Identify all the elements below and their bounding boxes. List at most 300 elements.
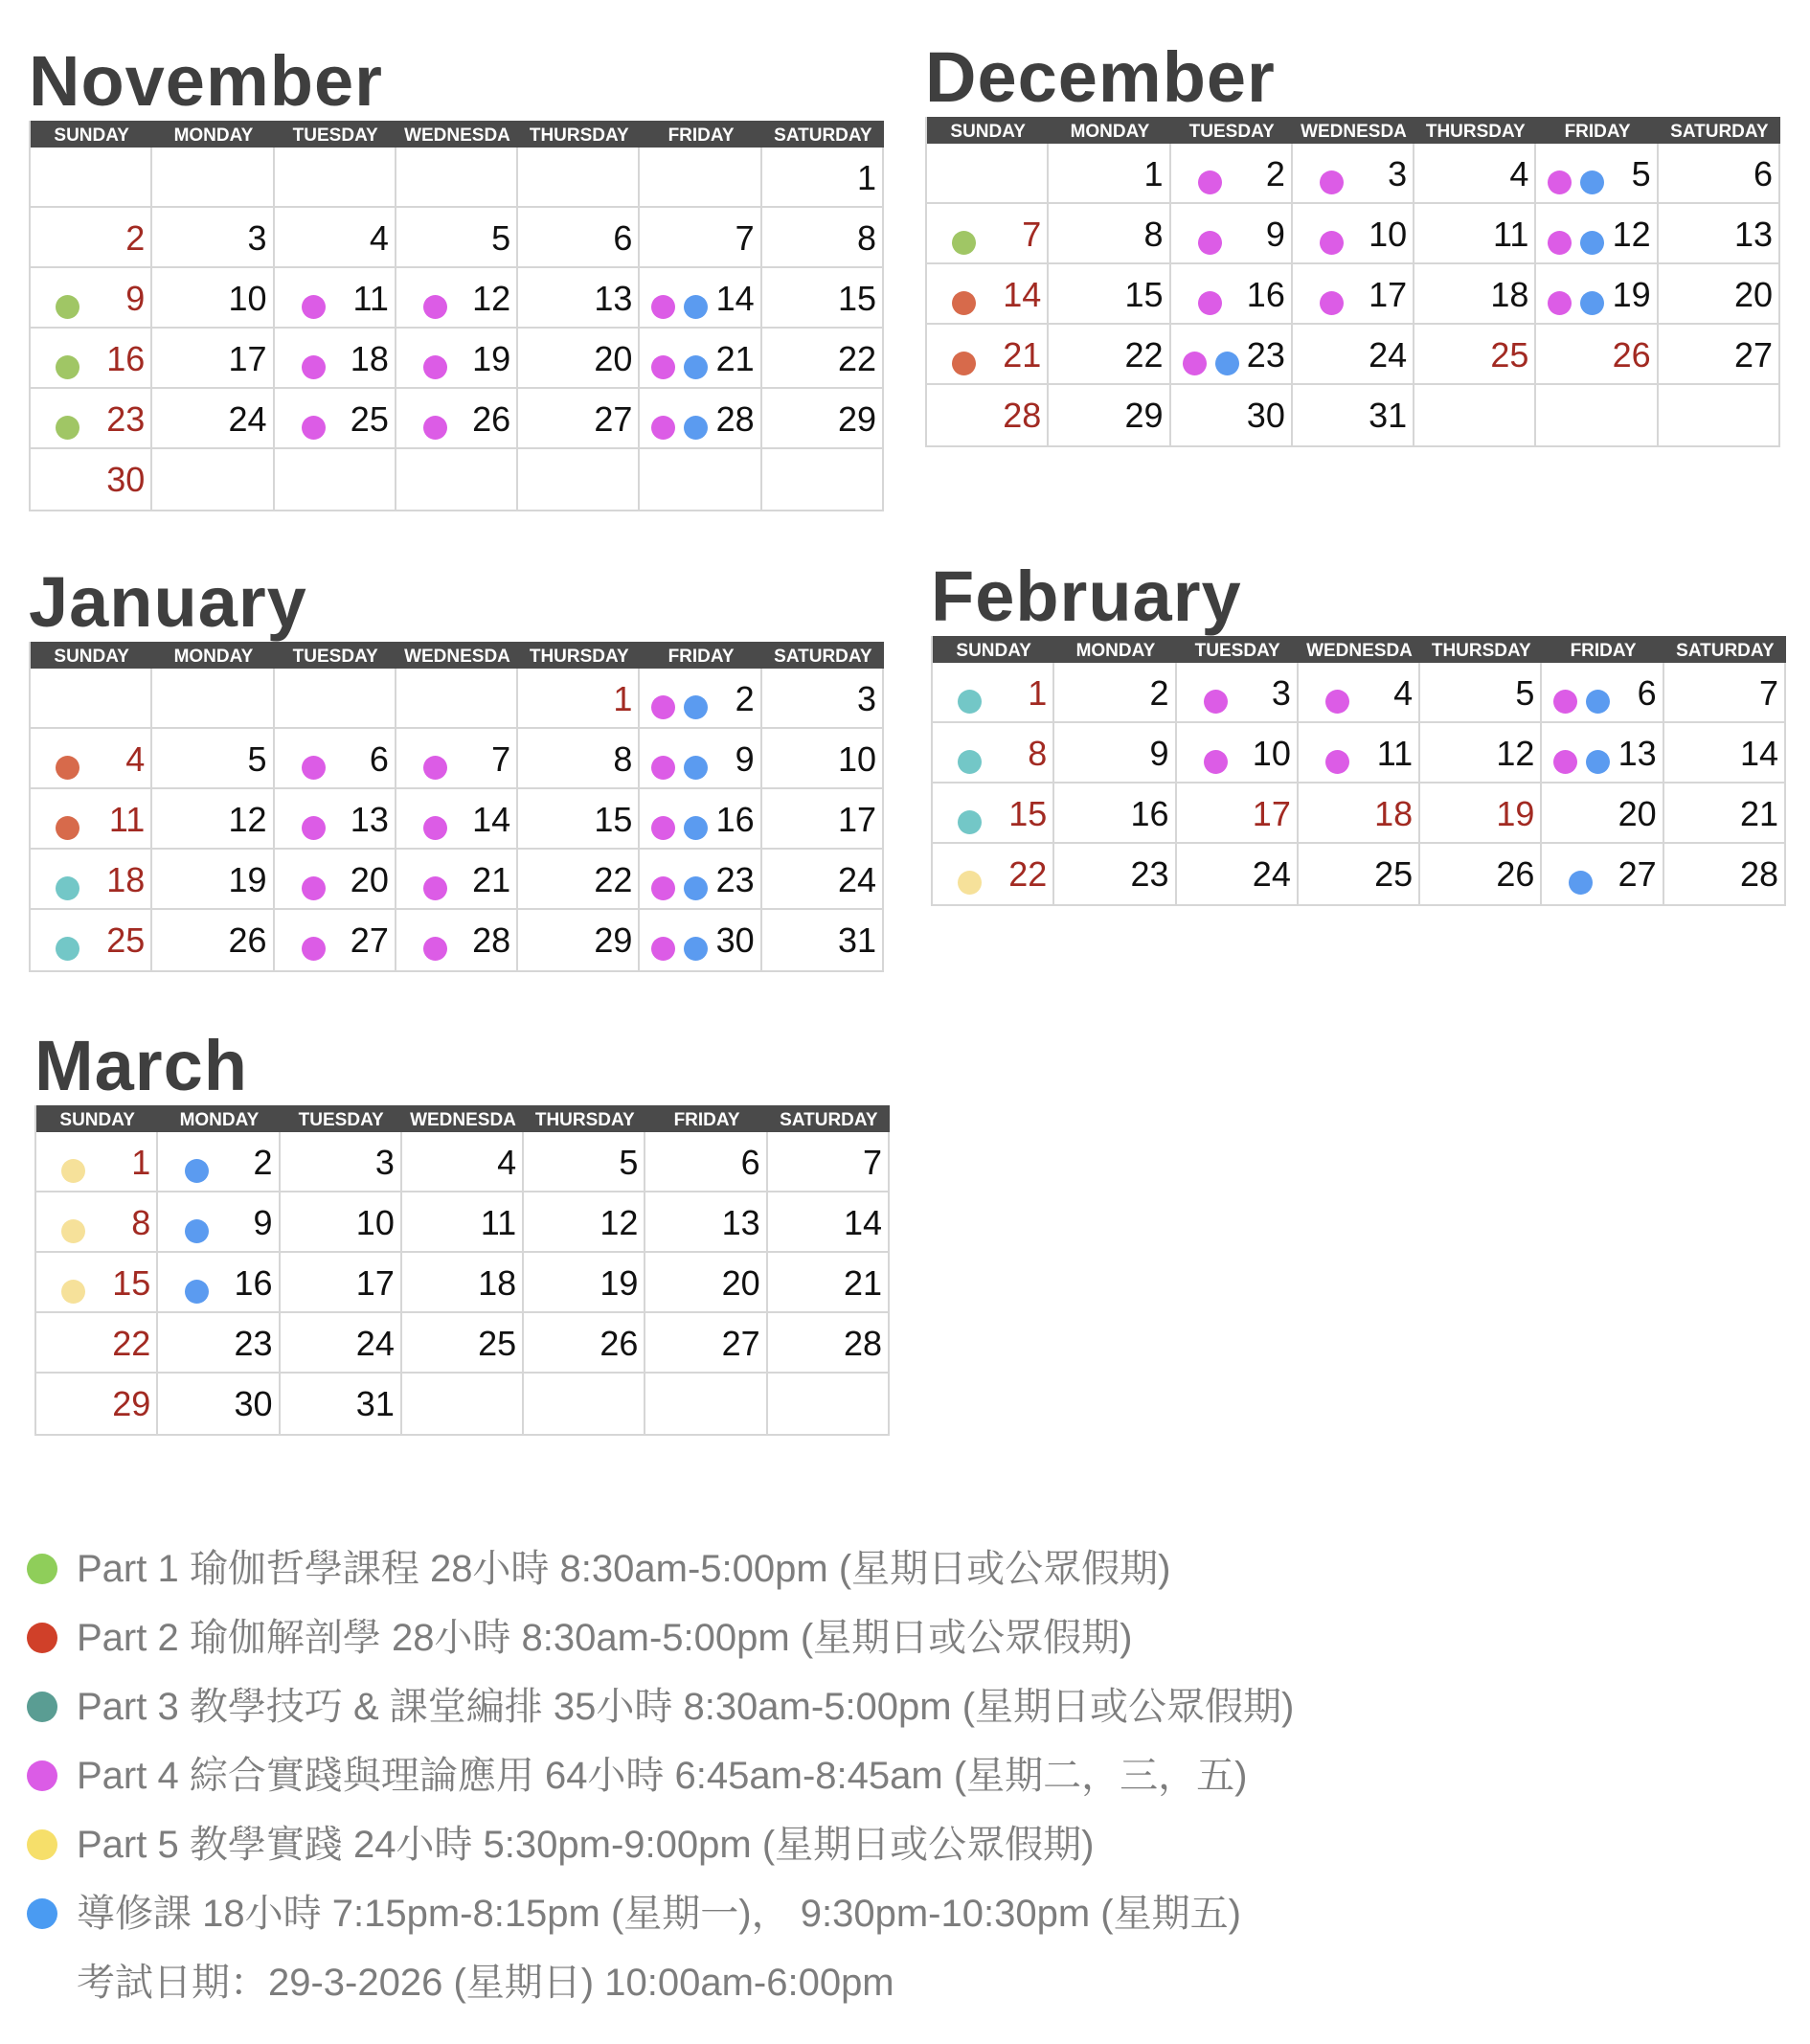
event-dots xyxy=(302,876,326,900)
magenta-dot-icon xyxy=(1325,690,1349,714)
day-cell xyxy=(762,389,884,449)
day-cell xyxy=(1414,325,1536,385)
day-cell xyxy=(1542,663,1663,723)
event-dots xyxy=(952,231,976,255)
day-cell xyxy=(275,389,396,449)
day-cell xyxy=(396,850,518,910)
event-dots xyxy=(651,756,708,780)
event-dots xyxy=(651,876,708,900)
magenta-dot-icon xyxy=(302,937,326,961)
day-number: 12 xyxy=(472,279,511,318)
day-number: 6 xyxy=(1637,673,1657,713)
yellow-dot-icon xyxy=(61,1219,85,1243)
day-cell xyxy=(762,789,884,850)
day-number: 21 xyxy=(472,860,511,899)
day-number: 16 xyxy=(106,339,146,378)
exam-date-text: 考試日期：29-3-2026 (星期日) 10:00am-6:00pm xyxy=(77,1962,894,2004)
day-number: 16 xyxy=(1246,275,1285,314)
legend-item-part5 xyxy=(27,1818,1751,1887)
day-cell xyxy=(1542,844,1663,904)
day-cell xyxy=(1664,723,1786,784)
month-title: January xyxy=(29,562,307,642)
event-dots xyxy=(1553,750,1610,774)
day-cell xyxy=(762,208,884,268)
magenta-dot-icon xyxy=(1548,231,1572,255)
day-number: 30 xyxy=(106,460,146,499)
day-number: 20 xyxy=(721,1263,760,1303)
magenta-dot-icon xyxy=(651,816,675,840)
day-number: 7 xyxy=(491,739,511,779)
day-number: 29 xyxy=(837,399,876,439)
day-number: 24 xyxy=(228,399,267,439)
day-number: 11 xyxy=(480,1203,517,1242)
event-dots xyxy=(56,816,79,840)
day-cell xyxy=(1054,723,1176,784)
orange-dot-icon xyxy=(952,291,976,315)
day-cell xyxy=(1049,325,1170,385)
event-dots xyxy=(952,352,976,375)
day-cell xyxy=(645,1132,767,1192)
day-cell xyxy=(518,268,640,329)
magenta-dot-icon xyxy=(1198,231,1222,255)
day-cell xyxy=(281,1132,402,1192)
day-cell xyxy=(762,669,884,729)
day-number: 31 xyxy=(1369,396,1408,435)
day-cell xyxy=(31,329,152,389)
day-number: 2 xyxy=(253,1143,273,1182)
day-number: 14 xyxy=(1003,275,1042,314)
day-number: 25 xyxy=(106,920,146,960)
green-dot-icon xyxy=(56,295,79,319)
day-cell xyxy=(158,1132,280,1192)
weekday-label: THURSDAY xyxy=(1431,641,1531,661)
day-number: 16 xyxy=(1130,794,1169,833)
yellow-dot-icon xyxy=(61,1280,85,1304)
day-cell xyxy=(1171,264,1293,325)
weekday-label: WEDNESDA xyxy=(410,1110,516,1130)
day-cell xyxy=(640,729,761,789)
day-number: 16 xyxy=(715,800,755,839)
day-cell xyxy=(31,449,152,510)
weekday-label: THURSDAY xyxy=(1425,122,1526,142)
day-cell xyxy=(927,264,1049,325)
day-cell xyxy=(152,148,274,208)
weekday-label: SATURDAY xyxy=(1676,641,1775,661)
day-number: 21 xyxy=(1003,335,1042,375)
day-number: 27 xyxy=(594,399,633,439)
day-number: 24 xyxy=(355,1324,395,1363)
day-number: 10 xyxy=(1369,215,1408,254)
calendar-january xyxy=(29,563,884,972)
day-cell xyxy=(402,1253,524,1313)
day-cell xyxy=(31,389,152,449)
day-cell xyxy=(275,148,396,208)
blue-dot-icon xyxy=(1586,690,1610,714)
event-dots xyxy=(302,937,326,961)
weekday-label: WEDNESDA xyxy=(404,647,510,667)
day-cell xyxy=(1293,385,1414,445)
day-cell xyxy=(152,850,274,910)
day-cell xyxy=(927,385,1049,445)
event-dots xyxy=(958,690,982,714)
blue-dot-icon xyxy=(185,1280,209,1304)
day-number: 11 xyxy=(1376,734,1414,773)
magenta-dot-icon xyxy=(1320,291,1344,315)
day-cell xyxy=(1177,723,1299,784)
day-number: 12 xyxy=(1496,734,1535,773)
event-dots xyxy=(185,1219,209,1243)
day-cell xyxy=(152,329,274,389)
day-cell xyxy=(275,729,396,789)
day-cell xyxy=(768,1132,890,1192)
day-cell xyxy=(281,1313,402,1374)
event-dots xyxy=(56,756,79,780)
legend-item-part2 xyxy=(27,1611,1751,1680)
magenta-dot-icon xyxy=(423,295,447,319)
day-cell xyxy=(1536,144,1658,204)
day-number: 4 xyxy=(1393,673,1414,713)
day-number: 3 xyxy=(1271,673,1291,713)
event-dots xyxy=(1204,690,1228,714)
day-number: 31 xyxy=(355,1384,395,1423)
day-number: 10 xyxy=(355,1203,395,1242)
magenta-dot-icon xyxy=(1325,750,1349,774)
day-number: 19 xyxy=(1496,794,1535,833)
magenta-dot-icon xyxy=(302,416,326,440)
event-dots xyxy=(302,355,326,379)
day-cell xyxy=(524,1374,645,1434)
day-cell xyxy=(640,148,761,208)
day-cell xyxy=(1414,204,1536,264)
event-dots xyxy=(423,756,447,780)
course-legend xyxy=(27,1542,1751,2025)
day-number: 3 xyxy=(247,218,267,258)
event-dots xyxy=(958,810,982,834)
magenta-dot-icon xyxy=(302,876,326,900)
day-cell xyxy=(152,268,274,329)
orange-dot-icon xyxy=(952,352,976,375)
magenta-dot-icon xyxy=(1198,170,1222,194)
event-dots xyxy=(61,1159,85,1183)
day-number: 9 xyxy=(125,279,146,318)
day-cell xyxy=(1542,723,1663,784)
day-cell xyxy=(927,144,1049,204)
event-dots xyxy=(1204,750,1228,774)
day-cell xyxy=(1536,264,1658,325)
day-number: 20 xyxy=(594,339,633,378)
day-cell xyxy=(933,844,1054,904)
day-cell xyxy=(640,208,761,268)
weekday-label: SUNDAY xyxy=(59,1110,135,1130)
day-number: 7 xyxy=(862,1143,882,1182)
weekday-label: SATURDAY xyxy=(774,125,872,146)
day-number: 21 xyxy=(1739,794,1778,833)
day-number: 18 xyxy=(350,339,389,378)
day-number: 10 xyxy=(228,279,267,318)
event-dots xyxy=(651,695,708,719)
day-cell xyxy=(31,208,152,268)
day-cell xyxy=(402,1313,524,1374)
day-cell xyxy=(1664,784,1786,844)
day-number: 1 xyxy=(131,1143,151,1182)
magenta-dot-icon xyxy=(1548,291,1572,315)
day-number: 28 xyxy=(1739,854,1778,894)
day-number: 7 xyxy=(1022,215,1042,254)
magenta-dot-icon xyxy=(423,876,447,900)
day-cell xyxy=(645,1374,767,1434)
day-cell xyxy=(1536,385,1658,445)
day-cell xyxy=(640,850,761,910)
weekday-label: SATURDAY xyxy=(780,1110,878,1130)
event-dots xyxy=(423,355,447,379)
day-cell xyxy=(762,910,884,970)
event-dots xyxy=(185,1159,209,1183)
month-title: December xyxy=(925,37,1276,117)
day-number: 20 xyxy=(1733,275,1773,314)
magenta-dot-icon xyxy=(27,1760,57,1791)
blue-dot-icon xyxy=(684,295,708,319)
day-cell xyxy=(31,268,152,329)
event-dots xyxy=(423,295,447,319)
day-number: 26 xyxy=(228,920,267,960)
day-cell xyxy=(396,669,518,729)
calendar-november xyxy=(29,42,884,511)
day-cell xyxy=(275,208,396,268)
day-cell xyxy=(396,268,518,329)
magenta-dot-icon xyxy=(651,355,675,379)
day-number: 12 xyxy=(228,800,267,839)
day-cell xyxy=(1177,844,1299,904)
day-number: 14 xyxy=(715,279,755,318)
weekday-label: FRIDAY xyxy=(1564,122,1631,142)
day-cell xyxy=(396,910,518,970)
legend-text: Part 4 綜合實踐與理論應用 64小時 6:45am-8:45am (星期二，三，五) xyxy=(77,1755,1248,1797)
day-number: 17 xyxy=(837,800,876,839)
day-number: 23 xyxy=(106,399,146,439)
day-number: 17 xyxy=(1369,275,1408,314)
magenta-dot-icon xyxy=(1553,750,1577,774)
day-number: 6 xyxy=(1753,154,1773,193)
day-cell xyxy=(1659,204,1780,264)
weekday-header xyxy=(36,1105,890,1132)
month-grid xyxy=(925,117,1780,447)
yellow-dot-icon xyxy=(27,1829,57,1860)
day-number: 27 xyxy=(350,920,389,960)
event-dots xyxy=(1325,750,1349,774)
blue-dot-icon xyxy=(1569,871,1593,895)
event-dots xyxy=(56,876,79,900)
green-dot-icon xyxy=(56,355,79,379)
day-number: 6 xyxy=(613,218,633,258)
day-number: 25 xyxy=(350,399,389,439)
day-number: 8 xyxy=(1028,734,1048,773)
weekday-label: MONDAY xyxy=(179,1110,260,1130)
event-dots xyxy=(1183,352,1239,375)
day-cell xyxy=(1420,663,1542,723)
day-cell xyxy=(768,1253,890,1313)
day-number: 2 xyxy=(1265,154,1285,193)
day-number: 4 xyxy=(125,739,146,779)
day-cell xyxy=(640,268,761,329)
day-cell xyxy=(524,1253,645,1313)
day-number: 25 xyxy=(1374,854,1414,894)
weekday-label: TUESDAY xyxy=(298,1110,384,1130)
day-number: 8 xyxy=(1143,215,1164,254)
event-dots xyxy=(1548,291,1604,315)
day-number: 14 xyxy=(472,800,511,839)
day-cell xyxy=(1171,144,1293,204)
day-cell xyxy=(275,268,396,329)
month-grid xyxy=(29,121,884,511)
weekday-label: SUNDAY xyxy=(950,122,1026,142)
day-number: 20 xyxy=(1618,794,1657,833)
day-cell xyxy=(927,325,1049,385)
event-dots xyxy=(651,937,708,961)
day-cell xyxy=(518,910,640,970)
day-cell xyxy=(402,1192,524,1253)
weekday-label: MONDAY xyxy=(173,125,254,146)
day-cell xyxy=(1414,385,1536,445)
day-number: 11 xyxy=(1493,215,1529,254)
weekday-label: TUESDAY xyxy=(292,647,378,667)
event-dots xyxy=(958,871,982,895)
day-cell xyxy=(518,208,640,268)
event-dots xyxy=(1320,291,1344,315)
blue-dot-icon xyxy=(1215,352,1239,375)
weekday-label: TUESDAY xyxy=(292,125,378,146)
day-number: 22 xyxy=(112,1324,151,1363)
blue-dot-icon xyxy=(185,1219,209,1243)
day-number: 17 xyxy=(228,339,267,378)
magenta-dot-icon xyxy=(423,937,447,961)
day-cell xyxy=(768,1192,890,1253)
day-cell xyxy=(933,723,1054,784)
legend-item-exam-date xyxy=(27,1956,1751,2025)
day-cell xyxy=(645,1253,767,1313)
event-dots xyxy=(651,416,708,440)
day-cell xyxy=(1664,844,1786,904)
day-cell xyxy=(762,268,884,329)
day-cell xyxy=(152,910,274,970)
day-cell xyxy=(640,389,761,449)
weekday-label: SUNDAY xyxy=(956,641,1031,661)
event-dots xyxy=(302,295,326,319)
day-number: 18 xyxy=(1374,794,1414,833)
day-cell xyxy=(1049,264,1170,325)
day-cell xyxy=(518,449,640,510)
day-number: 5 xyxy=(1631,154,1651,193)
day-cell xyxy=(762,850,884,910)
day-number: 22 xyxy=(1008,854,1048,894)
legend-item-part1 xyxy=(27,1542,1751,1611)
day-number: 5 xyxy=(247,739,267,779)
day-number: 17 xyxy=(355,1263,395,1303)
event-dots xyxy=(61,1280,85,1304)
weekday-label: MONDAY xyxy=(1070,122,1150,142)
day-number: 8 xyxy=(131,1203,151,1242)
blue-dot-icon xyxy=(185,1159,209,1183)
day-number: 29 xyxy=(594,920,633,960)
magenta-dot-icon xyxy=(1320,170,1344,194)
day-cell xyxy=(152,789,274,850)
magenta-dot-icon xyxy=(302,756,326,780)
day-cell xyxy=(933,663,1054,723)
day-number: 4 xyxy=(497,1143,517,1182)
weekday-label: FRIDAY xyxy=(673,1110,740,1130)
weekday-label: FRIDAY xyxy=(667,125,735,146)
day-number: 21 xyxy=(843,1263,882,1303)
day-cell xyxy=(768,1313,890,1374)
event-dots xyxy=(1569,871,1593,895)
day-cell xyxy=(640,910,761,970)
day-number: 29 xyxy=(1124,396,1164,435)
day-number: 9 xyxy=(253,1203,273,1242)
day-cell xyxy=(524,1132,645,1192)
magenta-dot-icon xyxy=(1204,690,1228,714)
day-cells xyxy=(31,148,884,510)
day-number: 28 xyxy=(472,920,511,960)
magenta-dot-icon xyxy=(423,416,447,440)
day-cell xyxy=(281,1192,402,1253)
day-number: 9 xyxy=(735,739,755,779)
day-number: 11 xyxy=(108,800,146,839)
day-number: 26 xyxy=(1496,854,1535,894)
magenta-dot-icon xyxy=(423,355,447,379)
day-number: 18 xyxy=(478,1263,517,1303)
day-number: 27 xyxy=(1733,335,1773,375)
red-dot-icon xyxy=(27,1623,57,1653)
day-cell xyxy=(762,148,884,208)
day-cell xyxy=(640,669,761,729)
event-dots xyxy=(56,416,79,440)
day-cell xyxy=(762,449,884,510)
day-cell xyxy=(518,148,640,208)
legend-item-tutorial xyxy=(27,1887,1751,1956)
day-cell xyxy=(1054,784,1176,844)
weekday-label: MONDAY xyxy=(1075,641,1156,661)
day-cell xyxy=(1664,663,1786,723)
teal-dot-icon xyxy=(56,876,79,900)
weekday-label: WEDNESDA xyxy=(404,125,510,146)
day-number: 19 xyxy=(1612,275,1651,314)
day-number: 15 xyxy=(112,1263,151,1303)
day-cell xyxy=(1299,844,1420,904)
event-dots xyxy=(302,756,326,780)
month-title: February xyxy=(931,556,1242,636)
day-number: 22 xyxy=(1124,335,1164,375)
day-cell xyxy=(933,784,1054,844)
teal-dot-icon xyxy=(958,690,982,714)
teal-dot-icon xyxy=(27,1692,57,1722)
weekday-label: TUESDAY xyxy=(1194,641,1280,661)
day-number: 4 xyxy=(369,218,389,258)
day-cell xyxy=(158,1253,280,1313)
day-number: 23 xyxy=(1130,854,1169,894)
day-cell xyxy=(31,850,152,910)
day-number: 1 xyxy=(613,679,633,718)
event-dots xyxy=(56,295,79,319)
day-cell xyxy=(36,1253,158,1313)
event-dots xyxy=(651,816,708,840)
day-cell xyxy=(1414,264,1536,325)
day-cell xyxy=(927,204,1049,264)
day-number: 3 xyxy=(1388,154,1408,193)
day-number: 28 xyxy=(715,399,755,439)
blue-dot-icon xyxy=(684,416,708,440)
weekday-label: TUESDAY xyxy=(1188,122,1275,142)
day-cell xyxy=(152,729,274,789)
day-cell xyxy=(524,1313,645,1374)
